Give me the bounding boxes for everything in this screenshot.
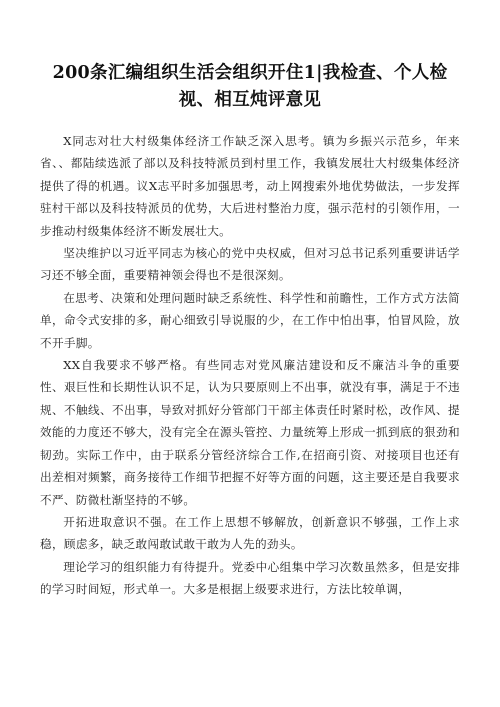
paragraph: XX自我要求不够严格。有些同志对党风廉洁建设和反不廉洁斗争的重要性、艰巨性和长期性认识不足，认为只要原则上不出事，就没有事，满足于不违规、不触线、不出事，导致对抓好分管部门干部主体责任时紧时松，改作风、提效能的力度还不够大，没有完全在源头管控、力量统筹上形成一抓到底的狠劲和韧劲。实际工作中，由于联系分管经济综合工作,在招商引资、对接项目也还有出差相对频繁，商务接待工作细节把握不好等方面的问题，这主要还是自我要求不严、防微杜渐坚持的不够。 [40, 358, 460, 507]
document-title: 200条汇编组织生活会组织开住1|我检查、个人检视、相互炖评意见 [52, 63, 448, 110]
paragraph: 坚决维护以习近平同志为核心的党中央权威，但对习总书记系列重要讲话学习还不够全面，重要精神领会得也不是很深刻。 [40, 246, 460, 283]
paragraph: 开拓进取意识不强。在工作上思想不够解放，创新意识不够强，工作上求稳，顾虑多，缺乏敢闯敢试敢干敢为人先的劲头。 [40, 514, 460, 552]
document-body [40, 130, 460, 601]
paragraph: X同志对壮大村级集体经济工作缺乏深入思考。镇为乡振兴示范乡，年来省、、都陆续选派了部以及科技特派员到村里工作，我镇发展壮大村级集体经济提供了得的机遇。议X志平时多加强思考，动上网搜索外地优势做法，一步发挥驻村干部以及科技特派员的优势，大后进村整治力度，强示范村的引领作用，一步推动村级集体经济不断发展壮大。 [40, 134, 460, 238]
paragraph: 理论学习的组织能力有待提升。党委中心组集中学习次数虽然多，但是安排的学习时间短，形式单一。大多是根据上级要求进行，方法比较单调， [40, 559, 460, 597]
paragraph: 在思考、决策和处理问题时缺乏系统性、科学性和前瞻性，工作方式方法简单，命令式安排的多，耐心细致引导说服的少，在工作中怕出事，怕冒风险，放不开手脚。 [40, 290, 460, 350]
